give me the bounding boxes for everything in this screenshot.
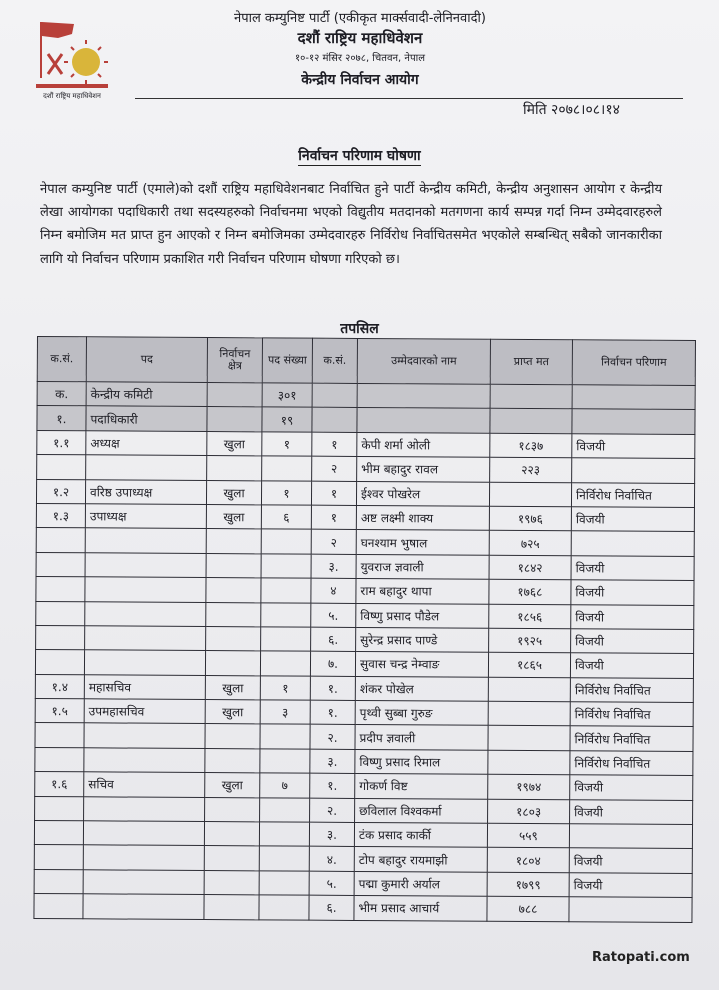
header-divider — [135, 98, 683, 99]
table-cell — [207, 407, 262, 432]
table-cell: १.२ — [36, 479, 85, 504]
table-cell — [86, 455, 207, 480]
table-cell: भीम प्रसाद आचार्य — [354, 896, 487, 921]
table-cell — [357, 383, 490, 408]
table-cell: निर्विरोध निर्वाचित — [570, 751, 693, 776]
logo-caption: दशौं राष्ट्रिय महाधिवेशन — [43, 92, 101, 100]
table-cell: महासचिव — [84, 674, 205, 699]
table-cell — [259, 846, 309, 871]
table-cell: क. — [37, 382, 86, 407]
table-cell: खुला — [207, 431, 262, 456]
table-cell — [260, 798, 310, 823]
table-cell — [205, 748, 260, 773]
table-cell: खुला — [205, 675, 260, 700]
table-cell — [312, 408, 357, 433]
table-cell: २. — [310, 798, 355, 823]
party-name: नेपाल कम्युनिष्ट पार्टी (एकीकृत मार्क्सवादी-लेनिनवादी) — [234, 11, 486, 26]
table-cell: ५५९ — [487, 823, 569, 848]
table-cell: गोकर्ण विष्ट — [355, 774, 488, 799]
table-cell — [488, 701, 570, 726]
table-cell — [83, 845, 204, 870]
table-cell: ५. — [311, 603, 356, 628]
table-cell: १. — [310, 676, 355, 701]
table-cell: विष्णु प्रसाद पौडेल — [356, 603, 489, 628]
table-cell — [36, 552, 85, 577]
table-cell: २ — [311, 530, 356, 555]
table-cell: १ — [262, 432, 312, 457]
table-cell — [260, 651, 310, 676]
table-cell: शंकर पोखेल — [355, 676, 488, 701]
announcement-paragraph: नेपाल कम्युनिष्ट पार्टी (एमाले)को दशौं राष्ट्रिय महाधिवेशनबाट निर्वाचित हुने पार्टी केन्द्रीय कमिटी, केन्द्रीय अनुशासन आयोग र केन्द्रीय लेखा आयोगका पदाधिकारी तथा सदस्यहरुको निर्वाचनमा भएको विद्युतीय मतदानको मतगणना कार्य सम्पन्न गर्दा निम्न उम्मेदवारहरुले निम्न बमोजिम मत प्राप्त हुन आएको र निम्न बमोजिमका उम्मेदवारहरु निर्विरोध निर्वाचितसमेत भएकोले सम्बन्धित् सबैको जानकारीका लागि यो निर्वाचन परिणाम प्रकाशित गरी निर्वाचन परिणाम घोषणा गरिएको छ। — [40, 182, 662, 267]
table-cell — [35, 796, 84, 821]
table-cell: ६ — [261, 505, 311, 530]
table-cell — [207, 456, 262, 481]
table-cell — [206, 553, 261, 578]
table-cell: सचिव — [84, 772, 205, 797]
table-cell — [205, 651, 260, 676]
table-cell: १.६ — [35, 772, 84, 797]
table-cell: २ — [312, 456, 357, 481]
table-cell — [85, 626, 206, 651]
table-cell — [488, 750, 570, 775]
table-cell: विजयी — [570, 653, 693, 678]
table-cell: विजयी — [571, 580, 694, 605]
table-cell: टोप बहादुर रायमाझी — [354, 847, 487, 872]
table-cell: विष्णु प्रसाद रिमाल — [355, 749, 488, 774]
table-cell: ३. — [311, 554, 356, 579]
table-cell — [83, 821, 204, 846]
table-cell: खुला — [206, 504, 261, 529]
table-cell: १८५६ — [489, 604, 571, 629]
table-cell: खुला — [205, 700, 260, 725]
table-cell — [204, 870, 259, 895]
table-cell: विजयी — [569, 873, 692, 898]
table-cell: भीम बहादुर रावल — [357, 457, 490, 482]
table-cell: विजयी — [571, 629, 694, 654]
table-cell — [259, 822, 309, 847]
table-cell — [34, 845, 83, 870]
table-cell: विजयी — [571, 507, 694, 532]
table-cell: १. — [310, 773, 355, 798]
table-cell — [204, 895, 259, 920]
table-cell — [489, 482, 571, 507]
column-header: पद संख्या — [262, 338, 312, 383]
table-cell — [36, 625, 85, 650]
table-cell: १.४ — [35, 674, 84, 699]
table-cell — [312, 383, 357, 408]
table-cell: खुला — [206, 480, 261, 505]
table-cell — [205, 724, 260, 749]
table-cell — [83, 894, 204, 919]
table-cell — [569, 824, 692, 849]
table-cell: विजयी — [572, 434, 695, 459]
table-cell: ३ — [260, 700, 310, 725]
table-cell: १ — [260, 676, 310, 701]
table-cell: उपमहासचिव — [84, 699, 205, 724]
table-cell: पदाधिकारी — [86, 406, 207, 431]
table-cell — [490, 409, 572, 434]
table-cell — [36, 528, 85, 553]
table-cell: पद्मा कुमारी अर्याल — [354, 871, 487, 896]
table-cell: खुला — [205, 773, 260, 798]
table-cell — [85, 577, 206, 602]
table-cell: २२३ — [490, 457, 572, 482]
table-cell — [84, 650, 205, 675]
table-cell: वरिष्ठ उपाध्यक्ष — [85, 479, 206, 504]
table-cell: केन्द्रीय कमिटी — [86, 382, 207, 407]
table-cell — [34, 869, 83, 894]
table-cell — [84, 723, 205, 748]
table-cell: १८६५ — [488, 653, 570, 678]
convention-name: दशौं राष्ट्रिय महाधिवेशन — [297, 29, 423, 47]
table-cell: १८०४ — [487, 848, 569, 873]
table-cell: विजयी — [569, 848, 692, 873]
table-cell — [259, 895, 309, 920]
table-cell — [357, 408, 490, 433]
table-cell — [35, 650, 84, 675]
table-cell: ४ — [311, 578, 356, 603]
column-header: उम्मेदवारको नाम — [357, 338, 490, 384]
table-cell: अष्ट लक्ष्मी शाक्य — [356, 505, 489, 530]
table-cell — [85, 601, 206, 626]
table-cell: १९७६ — [489, 506, 571, 531]
table-cell: १.१ — [37, 430, 86, 455]
table-cell — [36, 577, 85, 602]
table-cell: १ — [311, 481, 356, 506]
table-cell — [261, 627, 311, 652]
column-header: क.सं. — [312, 338, 357, 383]
table-cell: २. — [310, 725, 355, 750]
table-cell — [261, 602, 311, 627]
table-cell: १. — [310, 700, 355, 725]
table-cell — [262, 456, 312, 481]
table-cell — [261, 529, 311, 554]
table-cell: १.५ — [35, 699, 84, 724]
table-body — [34, 382, 695, 923]
table-cell: घनश्याम भुषाल — [356, 530, 489, 555]
table-cell — [261, 554, 311, 579]
document-title-wrap — [0, 146, 719, 165]
table-cell: १ — [261, 480, 311, 505]
document-title: निर्वाचन परिणाम घोषणा — [298, 148, 421, 164]
table-cell: ७८८ — [487, 896, 569, 921]
table-cell: १८०३ — [488, 799, 570, 824]
column-header: निर्वाचन परिणाम — [572, 340, 695, 386]
table-cell — [84, 796, 205, 821]
table-cell: ४. — [309, 847, 354, 872]
column-header: निर्वाचन क्षेत्र — [207, 338, 262, 383]
table-cell — [83, 870, 204, 895]
table-cell — [572, 385, 695, 410]
table-cell: टंक प्रसाद कार्की — [354, 822, 487, 847]
table-cell — [85, 528, 206, 553]
table-cell: छविलाल विश्वकर्मा — [355, 798, 488, 823]
table-cell: १७९९ — [487, 872, 569, 897]
table-cell: ६. — [309, 895, 354, 920]
table-cell — [572, 458, 695, 483]
table-cell: ईश्वर पोखरेल — [356, 481, 489, 506]
table-cell — [488, 726, 570, 751]
table-cell — [488, 677, 570, 702]
table-cell: राम बहादुर थापा — [356, 579, 489, 604]
table-cell: विजयी — [571, 604, 694, 629]
table-cell: १९ — [262, 407, 312, 432]
table-cell: ३. — [309, 822, 354, 847]
table-cell: अध्यक्ष — [86, 431, 207, 456]
table-cell: १९२५ — [489, 628, 571, 653]
table-cell: विजयी — [570, 799, 693, 824]
table-cell: १७६८ — [489, 579, 571, 604]
table-cell: पृथ्वी सुब्बा गुरुङ — [355, 701, 488, 726]
commission-name: केन्द्रीय निर्वाचन आयोग — [301, 72, 419, 88]
table-cell: १.३ — [36, 503, 85, 528]
table-cell — [37, 455, 86, 480]
table-cell: विजयी — [570, 775, 693, 800]
table-cell: ७ — [260, 773, 310, 798]
table-cell — [569, 897, 692, 922]
table-cell — [260, 724, 310, 749]
table-cell: सुवास चन्द्र नेम्वाङ — [355, 652, 488, 677]
party-logo — [28, 14, 120, 106]
table-cell: १ — [312, 432, 357, 457]
table-cell — [490, 384, 572, 409]
table-cell: ६. — [311, 627, 356, 652]
table-cell: निर्विरोध निर्वाचित — [571, 482, 694, 507]
table-cell: युवराज ज्ञवाली — [356, 554, 489, 579]
venue-line: १०-१२ मंसिर २०७८, चितवन, नेपाल — [294, 53, 426, 64]
table-cell: १ — [311, 505, 356, 530]
table-cell — [35, 723, 84, 748]
results-table — [33, 336, 696, 923]
table-cell — [207, 383, 262, 408]
table-cell — [571, 531, 694, 556]
table-cell: सुरेन्द्र प्रसाद पाण्डे — [356, 627, 489, 652]
column-header: क.सं. — [37, 337, 86, 382]
table-cell: ३. — [310, 749, 355, 774]
document-date: मिति २०७८।०८।१४ — [523, 102, 620, 118]
table-cell: १. — [37, 406, 86, 431]
table-header-row — [37, 337, 695, 386]
table-cell — [206, 626, 261, 651]
table-cell: निर्विरोध निर्वाचित — [570, 726, 693, 751]
table-cell — [204, 822, 259, 847]
table-caption: तपसिल — [340, 321, 379, 337]
table-cell: विजयी — [571, 556, 694, 581]
table-cell — [572, 409, 695, 434]
watermark: Ratopati.com — [592, 950, 690, 965]
table-cell: ५. — [309, 871, 354, 896]
table-cell: ७. — [310, 651, 355, 676]
table-cell — [34, 894, 83, 919]
table-cell — [34, 821, 83, 846]
table-cell: प्रदीप ज्ञवाली — [355, 725, 488, 750]
table-cell — [36, 601, 85, 626]
table-cell: निर्विरोध निर्वाचित — [570, 702, 693, 727]
table-cell — [35, 747, 84, 772]
table-cell — [85, 553, 206, 578]
table-row — [34, 894, 692, 922]
table-cell — [204, 846, 259, 871]
column-header: पद — [86, 337, 207, 383]
table-cell — [84, 748, 205, 773]
table-cell: १९७४ — [488, 775, 570, 800]
table-cell — [206, 578, 261, 603]
table-cell: ७२५ — [489, 531, 571, 556]
table-cell — [261, 578, 311, 603]
table-cell — [259, 871, 309, 896]
table-cell — [206, 529, 261, 554]
table-cell: निर्विरोध निर्वाचित — [570, 677, 693, 702]
table-cell: १८३७ — [490, 433, 572, 458]
column-header: प्राप्त मत — [490, 339, 572, 385]
table-cell: केपी शर्मा ओली — [357, 432, 490, 457]
table-cell: ३०१ — [262, 383, 312, 408]
table-cell — [205, 797, 260, 822]
table-cell — [206, 602, 261, 627]
table-cell: १८४२ — [489, 555, 571, 580]
table-cell: उपाध्यक्ष — [85, 504, 206, 529]
table-cell — [260, 749, 310, 774]
